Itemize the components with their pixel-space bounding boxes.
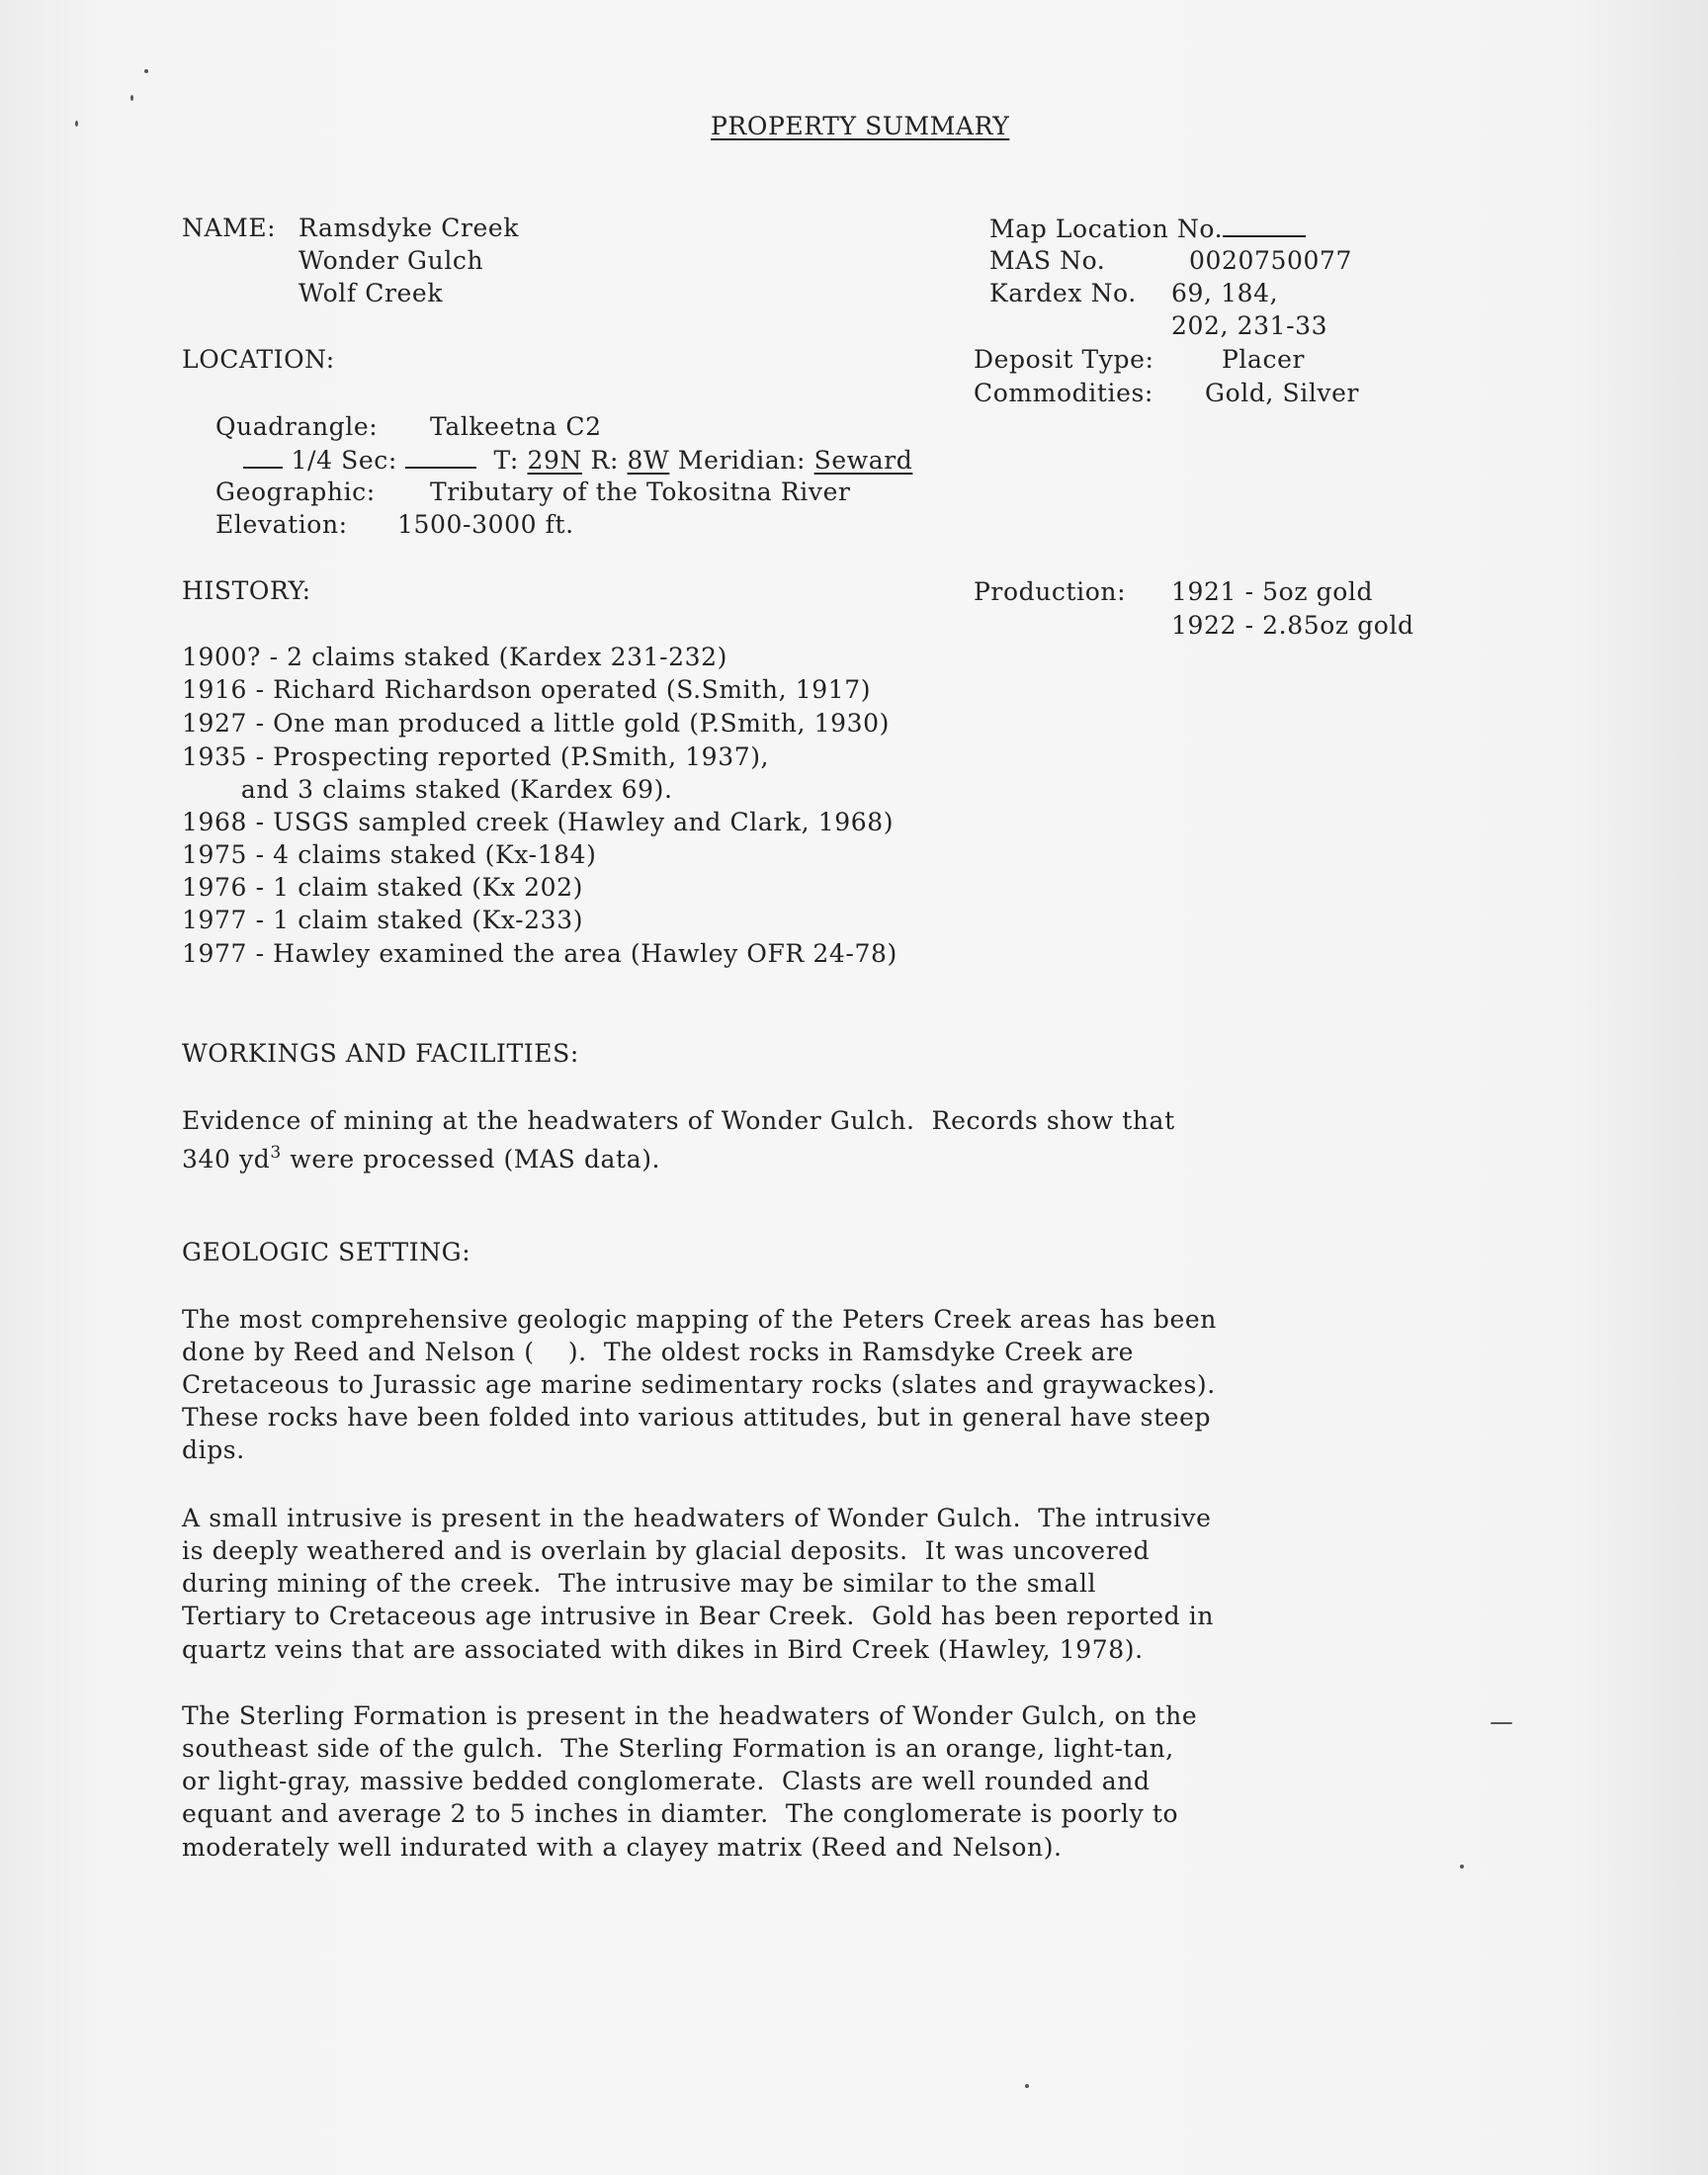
workings-line-2-start: 340 yd xyxy=(182,1145,271,1174)
paragraph-line: or light-gray, massive bedded conglomerate. Clasts are well rounded and xyxy=(182,1767,1151,1795)
elevation-label: Elevation: xyxy=(215,510,348,539)
history-entry: 1900? - 2 claims staked (Kardex 231-232) xyxy=(182,643,728,671)
location-heading: LOCATION: xyxy=(182,345,335,374)
paragraph-line: dips. xyxy=(182,1436,245,1464)
map-location-blank xyxy=(1223,212,1306,237)
quadrangle-label: Quadrangle: xyxy=(215,412,379,441)
paragraph-line: Tertiary to Cretaceous age intrusive in Bear Creek. Gold has been reported in xyxy=(182,1602,1215,1630)
page-title: PROPERTY SUMMARY xyxy=(711,112,1010,140)
name-label: NAME: xyxy=(182,214,277,242)
production-line-2: 1922 - 2.85oz gold xyxy=(1171,611,1414,640)
legal-description-row xyxy=(243,443,912,477)
production-label: Production: xyxy=(974,577,1127,606)
scan-speck xyxy=(144,69,148,73)
scan-speck xyxy=(130,95,133,101)
paragraph-line: during mining of the creek. The intrusive may be similar to the small xyxy=(182,1569,1097,1598)
workings-line-2 xyxy=(182,1137,660,1175)
cubic-superscript: 3 xyxy=(270,1143,282,1163)
workings-heading: WORKINGS AND FACILITIES: xyxy=(182,1039,579,1068)
history-heading: HISTORY: xyxy=(182,576,311,605)
map-location-label: Map Location No. xyxy=(989,215,1224,243)
t-label: T: xyxy=(493,446,519,475)
meridian-value: Seward xyxy=(813,446,913,475)
map-location-field xyxy=(989,212,1306,245)
paragraph-line: equant and average 2 to 5 inches in diamter. The conglomerate is poorly to xyxy=(182,1799,1179,1828)
history-entry: 1935 - Prospecting reported (P.Smith, 1937), xyxy=(182,742,770,771)
scan-speck xyxy=(1491,1722,1512,1724)
section-blank xyxy=(405,443,476,469)
r-value: 8W xyxy=(627,446,670,475)
paragraph-line: These rocks have been folded into various attitudes, but in general have steep xyxy=(182,1403,1212,1432)
name-line-1: Ramsdyke Creek xyxy=(299,214,520,242)
paragraph-line: moderately well indurated with a clayey matrix (Reed and Nelson). xyxy=(182,1833,1063,1862)
geologic-heading: GEOLOGIC SETTING: xyxy=(182,1238,471,1266)
commodities-value: Gold, Silver xyxy=(1205,379,1360,407)
scan-speck xyxy=(1025,2084,1029,2088)
scan-speck xyxy=(75,121,78,127)
kardex-value-2: 202, 231-33 xyxy=(1171,311,1328,340)
kardex-label: Kardex No. xyxy=(989,279,1137,307)
history-entry: 1975 - 4 claims staked (Kx-184) xyxy=(182,840,597,869)
history-entry: 1927 - One man produced a little gold (P.Smith, 1930) xyxy=(182,709,890,738)
t-value: 29N xyxy=(527,446,582,475)
workings-line-1: Evidence of mining at the headwaters of Wonder Gulch. Records show that xyxy=(182,1106,1175,1135)
paragraph-line: southeast side of the gulch. The Sterling Formation is an orange, light-tan, xyxy=(182,1734,1174,1763)
name-line-3: Wolf Creek xyxy=(299,279,444,307)
paragraph-line: A small intrusive is present in the headwaters of Wonder Gulch. The intrusive xyxy=(182,1504,1212,1532)
history-entry: 1977 - Hawley examined the area (Hawley OFR 24-78) xyxy=(182,939,897,968)
commodities-label: Commodities: xyxy=(974,379,1153,407)
paragraph-line: The most comprehensive geologic mapping of the Peters Creek areas has been xyxy=(182,1305,1217,1334)
production-line-1: 1921 - 5oz gold xyxy=(1171,577,1374,606)
name-line-2: Wonder Gulch xyxy=(299,246,484,275)
kardex-value-1: 69, 184, xyxy=(1171,279,1279,307)
quarter-sec-label: 1/4 Sec: xyxy=(291,446,397,475)
r-label: R: xyxy=(590,446,619,475)
history-entry: 1968 - USGS sampled creek (Hawley and Clark, 1968) xyxy=(182,808,895,836)
paragraph-line: Cretaceous to Jurassic age marine sedimentary rocks (slates and graywackes). xyxy=(182,1370,1216,1399)
history-entry: 1916 - Richard Richardson operated (S.Smith, 1917) xyxy=(182,675,872,704)
paragraph-line: done by Reed and Nelson ( ). The oldest rocks in Ramsdyke Creek are xyxy=(182,1338,1135,1366)
scan-speck xyxy=(1460,1865,1464,1869)
history-entry: 1977 - 1 claim staked (Kx-233) xyxy=(182,906,584,934)
history-entry: and 3 claims staked (Kardex 69). xyxy=(182,775,673,804)
elevation-value: 1500-3000 ft. xyxy=(397,510,574,539)
quadrangle-value: Talkeetna C2 xyxy=(430,412,602,441)
geographic-label: Geographic: xyxy=(215,478,376,506)
deposit-type-value: Placer xyxy=(1222,345,1306,374)
quarter-blank xyxy=(243,443,283,469)
geographic-value: Tributary of the Tokositna River xyxy=(430,478,851,506)
paragraph-line: quartz veins that are associated with dikes in Bird Creek (Hawley, 1978). xyxy=(182,1635,1144,1664)
paragraph-line: is deeply weathered and is overlain by glacial deposits. It was uncovered xyxy=(182,1536,1151,1565)
history-entry: 1976 - 1 claim staked (Kx 202) xyxy=(182,873,583,902)
workings-line-2-end: were processed (MAS data). xyxy=(281,1145,661,1174)
mas-value: 0020750077 xyxy=(1189,246,1353,275)
mas-label: MAS No. xyxy=(989,246,1106,275)
meridian-label: Meridian: xyxy=(677,446,807,475)
paragraph-line: The Sterling Formation is present in the headwaters of Wonder Gulch, on the xyxy=(182,1701,1198,1730)
deposit-type-label: Deposit Type: xyxy=(974,345,1154,374)
